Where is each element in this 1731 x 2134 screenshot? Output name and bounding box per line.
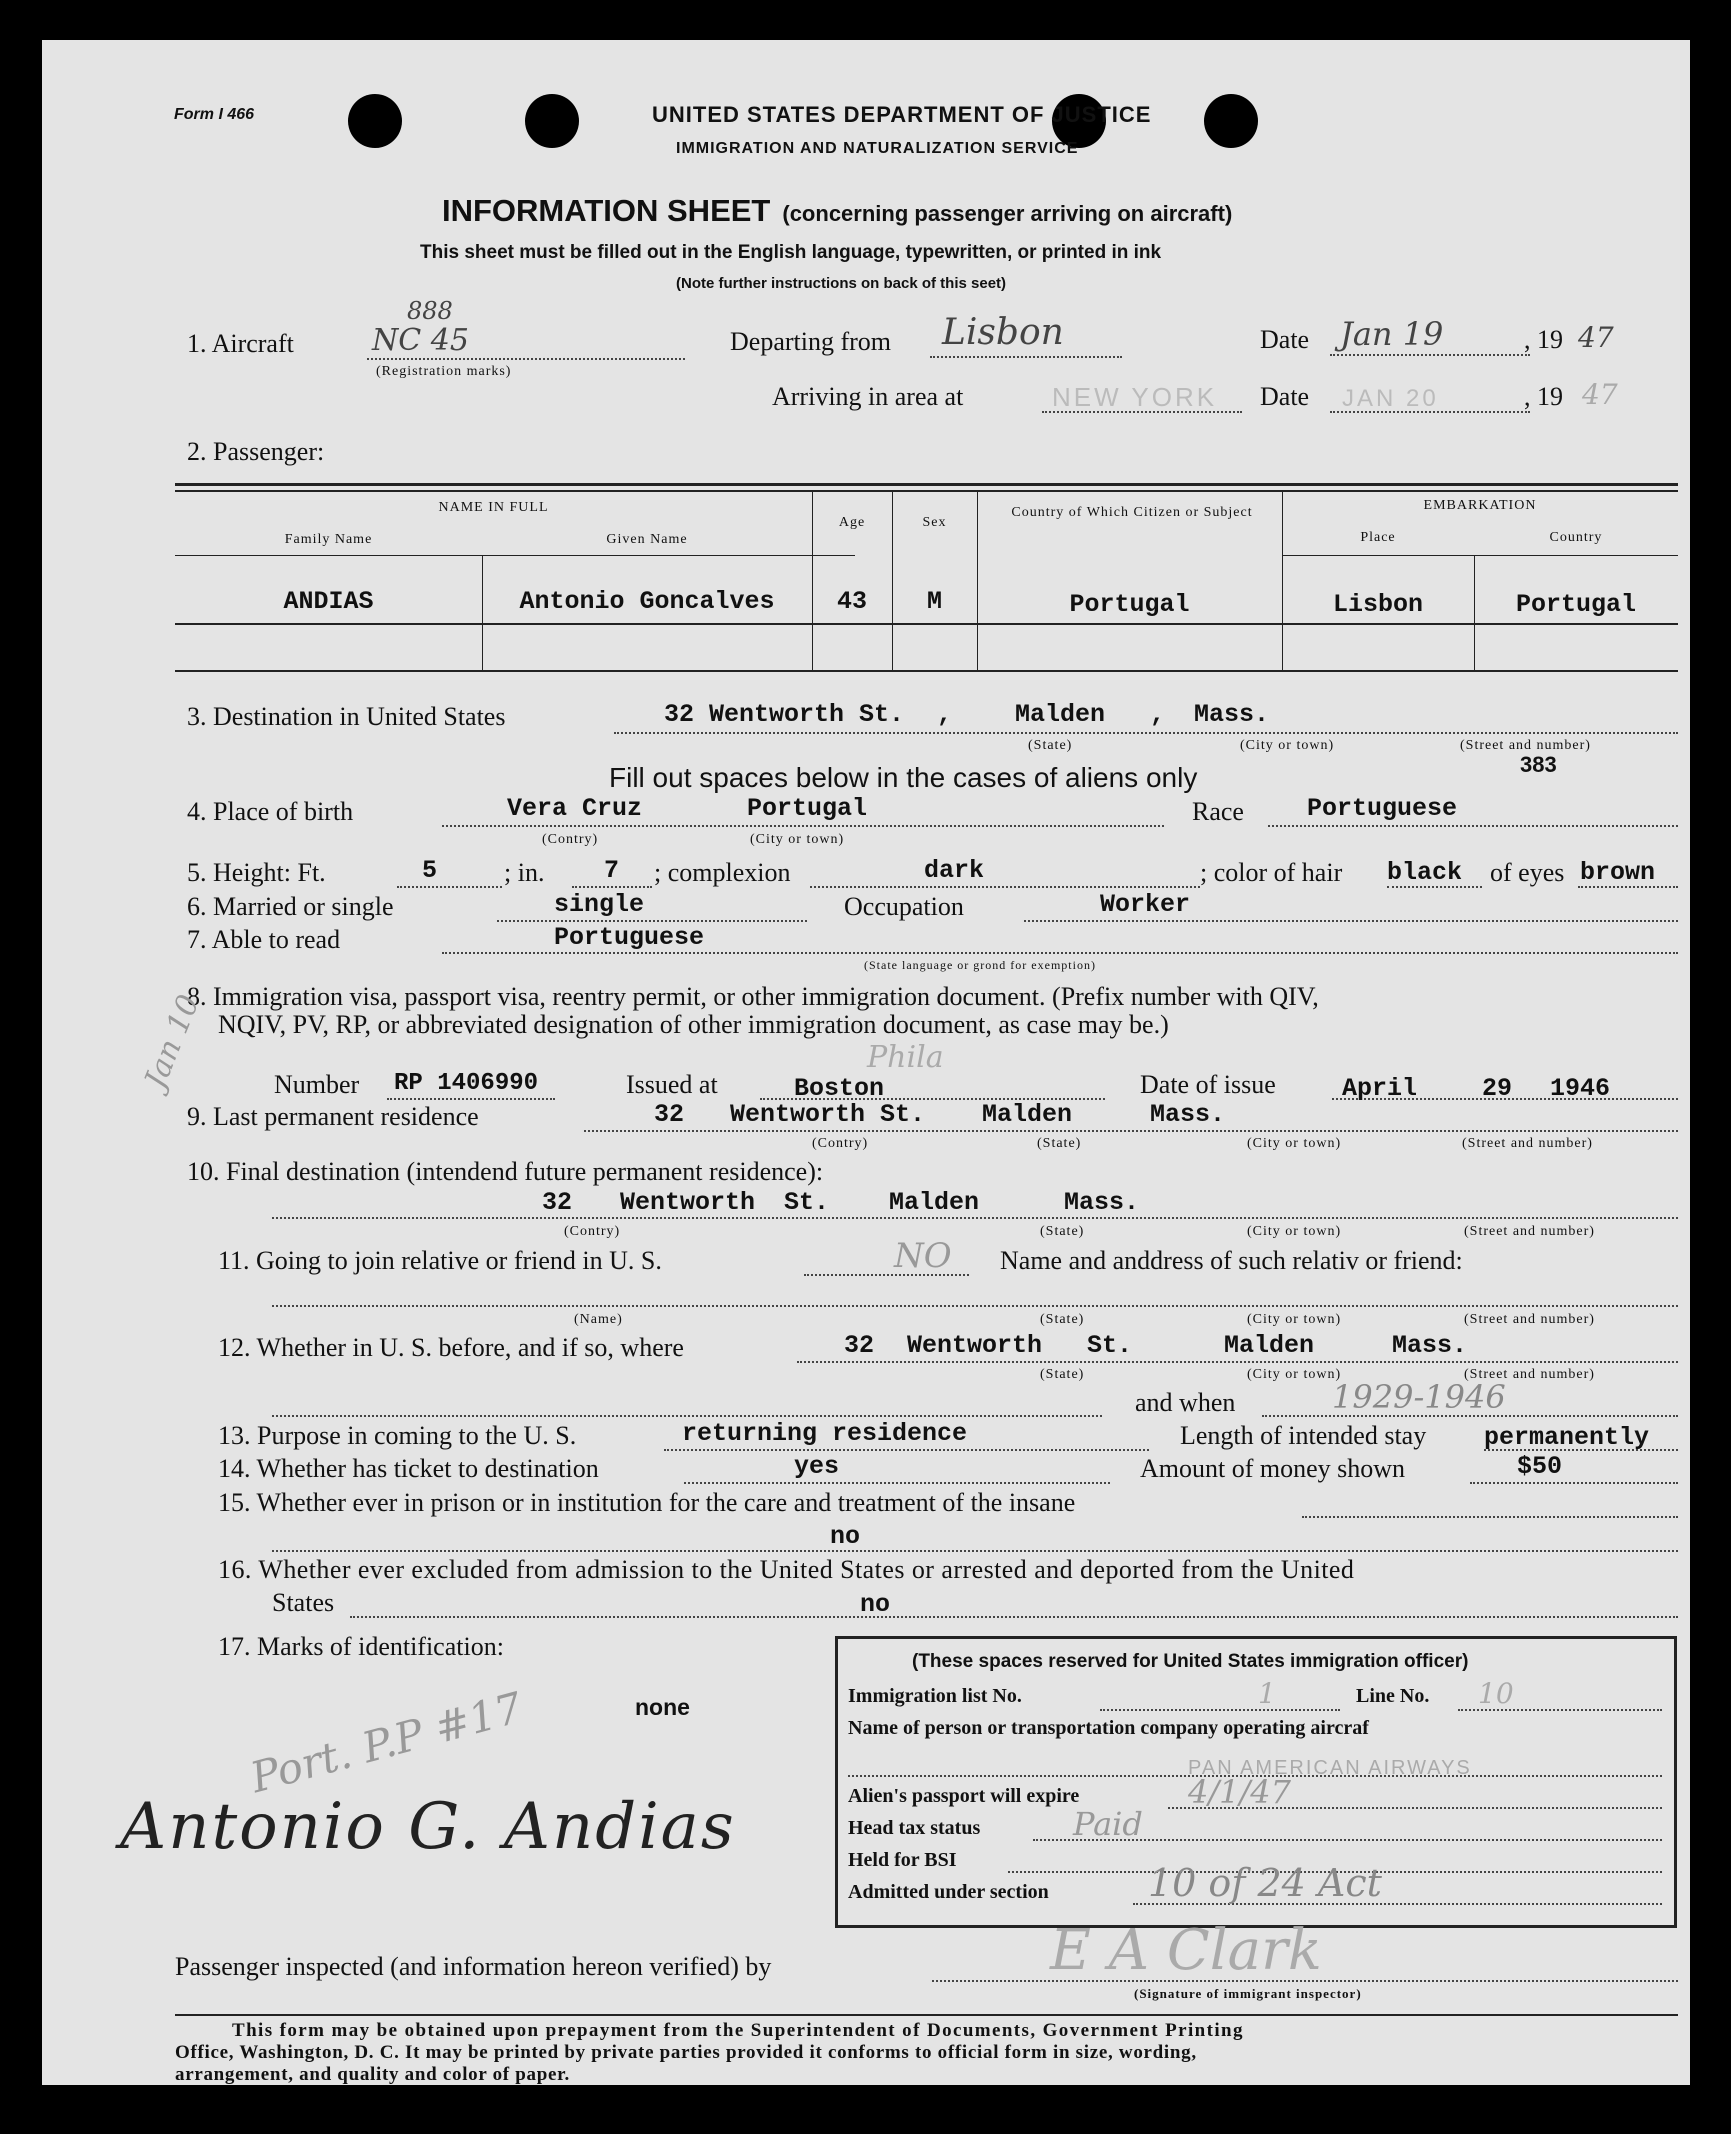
emb-place-cell: Lisbon bbox=[1332, 590, 1423, 619]
join-state-sublabel: (State) bbox=[1040, 1312, 1085, 1327]
name-in-full-header: NAME IN FULL bbox=[438, 500, 549, 515]
passenger-label: 2. Passenger: bbox=[187, 437, 325, 466]
ft-line bbox=[397, 886, 502, 888]
race-line bbox=[1268, 825, 1678, 827]
final-dest-label: 10. Final destination (intendend future permanent residence): bbox=[187, 1157, 824, 1186]
residence-street2: Wentworth St. bbox=[730, 1100, 926, 1129]
date-label: Date bbox=[1260, 325, 1310, 354]
aircraft-label: 1. Aircraft bbox=[187, 329, 294, 358]
arr-date-label: Date bbox=[1260, 382, 1310, 411]
stay-value: permanently bbox=[1484, 1423, 1650, 1452]
destination-sep: , bbox=[937, 700, 953, 729]
date-value: Jan 19 bbox=[1340, 315, 1444, 353]
citizenship-cell: Portugal bbox=[1069, 590, 1190, 619]
tax-value: Paid bbox=[1073, 1805, 1143, 1843]
birth-country-sublabel: (Contry) bbox=[542, 832, 599, 847]
purpose-line bbox=[664, 1449, 1149, 1451]
line-label: Line No. bbox=[1356, 1685, 1430, 1707]
visa-margin-note: Jan 10 bbox=[138, 990, 207, 1094]
final-dest-street: 32 bbox=[542, 1188, 573, 1217]
age-cell: 43 bbox=[836, 587, 867, 616]
given-name-cell: Antonio Goncalves bbox=[519, 587, 775, 616]
stay-label: Length of intended stay bbox=[1180, 1421, 1427, 1450]
tax-label: Head tax status bbox=[848, 1817, 981, 1839]
arr-date-value: JAN 20 bbox=[1342, 385, 1439, 412]
officer-box-title: (These spaces reserved for United States immigration officer) bbox=[912, 1651, 1469, 1672]
final-dest-line bbox=[272, 1217, 1678, 1219]
join-city-sublabel: (City or town) bbox=[1247, 1312, 1342, 1327]
aircraft-value: NC 45 bbox=[372, 323, 469, 358]
race-label: Race bbox=[1192, 797, 1244, 826]
eyes-value: brown bbox=[1580, 858, 1656, 887]
sex-cell: M bbox=[926, 587, 942, 616]
country-header: Country bbox=[1549, 530, 1603, 545]
residence-line bbox=[584, 1130, 1678, 1132]
list-value: 1 bbox=[1258, 1677, 1276, 1710]
destination-state: Mass. bbox=[1194, 700, 1270, 729]
res-street-sublabel: (Street and number) bbox=[1462, 1136, 1593, 1151]
registration-sublabel: (Registration marks) bbox=[376, 364, 512, 379]
height-label: 5. Height: Ft. bbox=[187, 858, 326, 887]
list-line bbox=[1100, 1709, 1340, 1711]
final-dest-city: Malden bbox=[889, 1188, 980, 1217]
eyes-label: of eyes bbox=[1490, 858, 1565, 887]
form-sheet bbox=[42, 40, 1690, 2085]
visa-date-month: April bbox=[1342, 1074, 1418, 1103]
departing-label: Departing from bbox=[730, 327, 892, 356]
read-label: 7. Able to read bbox=[187, 925, 341, 954]
fd-city-sublabel: (City or town) bbox=[1247, 1224, 1342, 1239]
birth-line bbox=[442, 825, 1164, 827]
before-city-sublabel: (City or town) bbox=[1247, 1367, 1342, 1382]
married-label: 6. Married or single bbox=[187, 892, 394, 921]
embarkation-header: EMBARKATION bbox=[1423, 498, 1537, 513]
fd-contry-sublabel: (Contry) bbox=[564, 1224, 621, 1239]
aircraft-value-alt: 888 bbox=[407, 297, 453, 325]
ticket-value: yes bbox=[794, 1452, 840, 1481]
title-main: INFORMATION SHEET bbox=[442, 193, 771, 228]
purpose-label: 13. Purpose in coming to the U. S. bbox=[218, 1421, 577, 1450]
footer-line3: arrangement, and quality and color of paper. bbox=[175, 2064, 570, 2085]
married-value: single bbox=[554, 890, 645, 919]
line-value: 10 bbox=[1478, 1677, 1514, 1710]
bsi-label: Held for BSI bbox=[848, 1849, 957, 1871]
state-sublabel: (State) bbox=[1028, 738, 1073, 753]
visa-date-year: 1946 bbox=[1550, 1074, 1611, 1103]
arr-year: 47 bbox=[1582, 378, 1618, 411]
race-value: Portuguese bbox=[1307, 794, 1458, 823]
footer-rule bbox=[175, 2014, 1678, 2016]
birth-country: Portugal bbox=[747, 794, 868, 823]
marks-label: 17. Marks of identification: bbox=[218, 1632, 504, 1661]
excluded-line1: 16. Whether ever excluded from admission to the United States or arrested and deported from the United bbox=[218, 1555, 1355, 1584]
birth-label: 4. Place of birth bbox=[187, 797, 354, 826]
age-header: Age bbox=[838, 515, 866, 530]
marks-value: none bbox=[635, 1694, 690, 1720]
aircraft-line bbox=[367, 358, 685, 360]
birth-city: Vera Cruz bbox=[507, 794, 643, 823]
before-state: Mass. bbox=[1392, 1331, 1468, 1360]
join-name-label: Name and anddress of such relativ or friend: bbox=[1000, 1246, 1463, 1275]
read-line bbox=[442, 952, 1678, 954]
visa-date-day: 29 bbox=[1482, 1074, 1513, 1103]
admitted-value: 10 of 24 Act bbox=[1148, 1861, 1382, 1905]
prison-line bbox=[1302, 1516, 1678, 1518]
join-name-line bbox=[272, 1305, 1678, 1307]
hair-value: black bbox=[1387, 858, 1463, 887]
admitted-label: Admitted under section bbox=[848, 1881, 1049, 1903]
before-city: Malden bbox=[1224, 1331, 1315, 1360]
passport-value: 4/1/47 bbox=[1188, 1773, 1291, 1811]
before-line bbox=[797, 1361, 1678, 1363]
money-label: Amount of money shown bbox=[1140, 1454, 1406, 1483]
before-street-sublabel: (Street and number) bbox=[1464, 1367, 1595, 1382]
complexion-value: dark bbox=[924, 856, 985, 885]
place-header: Place bbox=[1360, 530, 1396, 545]
before-line-2 bbox=[272, 1415, 1102, 1417]
residence-city: Malden bbox=[982, 1100, 1073, 1129]
officer-box bbox=[835, 1636, 1677, 1928]
visa-issued-hand: Phila bbox=[867, 1040, 944, 1075]
street-sublabel: (Street and number) bbox=[1460, 738, 1591, 753]
given-name-header: Given Name bbox=[606, 532, 688, 547]
money-value: $50 bbox=[1517, 1452, 1563, 1481]
city-sublabel: (City or town) bbox=[1240, 738, 1335, 753]
visa-number-label: Number bbox=[274, 1070, 360, 1099]
departing-line bbox=[930, 356, 1122, 358]
height-in: 7 bbox=[604, 856, 620, 885]
excluded-value: no bbox=[860, 1590, 891, 1619]
date-line bbox=[1330, 354, 1530, 356]
money-line bbox=[1470, 1482, 1678, 1484]
read-value: Portuguese bbox=[554, 923, 705, 952]
department-title: UNITED STATES DEPARTMENT OF JUSTICE bbox=[652, 102, 1152, 127]
departing-value: Lisbon bbox=[942, 312, 1064, 353]
occupation-line bbox=[1024, 920, 1678, 922]
complexion-line bbox=[810, 886, 1200, 888]
destination-city: Malden bbox=[1015, 700, 1106, 729]
visa-number: RP 1406990 bbox=[394, 1070, 539, 1097]
married-line bbox=[497, 920, 807, 922]
marks-hand-note: Port. P.P #17 bbox=[245, 1682, 528, 1803]
excluded-line2: States bbox=[272, 1588, 335, 1617]
visa-line2: NQIV, PV, RP, or abbreviated designation of other immigration document, as case may be.) bbox=[218, 1010, 1169, 1039]
destination-annotation: 383 bbox=[1520, 752, 1557, 777]
join-street-sublabel: (Street and number) bbox=[1464, 1312, 1595, 1327]
res-city-sublabel: (City or town) bbox=[1247, 1136, 1342, 1151]
date-year: 47 bbox=[1578, 321, 1614, 354]
read-sublabel: (State language or grond for exemption) bbox=[864, 958, 1096, 972]
instruction-text: This sheet must be filled out in the English language, typewritten, or printed in ink bbox=[420, 242, 1162, 263]
occupation-value: Worker bbox=[1100, 890, 1191, 919]
footer-line1: This form may be obtained upon prepayment from the Superintendent of Documents, Government Printing bbox=[232, 2020, 1244, 2041]
final-dest-street2: Wentworth bbox=[620, 1188, 756, 1217]
passport-label: Alien's passport will expire bbox=[848, 1785, 1080, 1807]
ticket-line bbox=[684, 1482, 1110, 1484]
occupation-label: Occupation bbox=[844, 892, 964, 921]
res-state-sublabel: (State) bbox=[1037, 1136, 1082, 1151]
when-value: 1929-1946 bbox=[1332, 1378, 1506, 1416]
before-street: 32 bbox=[844, 1331, 875, 1360]
when-label: and when bbox=[1135, 1388, 1236, 1417]
footer-line2: Office, Washington, D. C. It may be printed by private parties provided it conforms to official form in size, wording, bbox=[175, 2042, 1197, 2063]
hair-label: ; color of hair bbox=[1200, 858, 1343, 887]
height-in-label: ; in. bbox=[504, 858, 545, 887]
visa-number-line bbox=[387, 1098, 555, 1100]
join-value: NO bbox=[894, 1236, 952, 1276]
visa-issued-label: Issued at bbox=[626, 1070, 718, 1099]
birth-city-sublabel: (City or town) bbox=[750, 832, 845, 847]
visa-date-label: Date of issue bbox=[1140, 1070, 1276, 1099]
family-name-cell: ANDIAS bbox=[283, 587, 374, 616]
height-ft: 5 bbox=[422, 856, 438, 885]
before-label: 12. Whether in U. S. before, and if so, where bbox=[218, 1333, 684, 1362]
join-label: 11. Going to join relative or friend in U. S. bbox=[218, 1246, 662, 1275]
before-state-sublabel: (State) bbox=[1040, 1367, 1085, 1382]
visa-issued: Boston bbox=[794, 1074, 885, 1103]
company-label: Name of person or transportation company operating aircraf bbox=[848, 1717, 1369, 1739]
title-sub: (concerning passenger arriving on aircraft) bbox=[782, 201, 1233, 226]
arr-year-prefix: , 19 bbox=[1524, 382, 1563, 411]
destination-line bbox=[614, 732, 1678, 734]
fd-street-sublabel: (Street and number) bbox=[1464, 1224, 1595, 1239]
res-contry-sublabel: (Contry) bbox=[812, 1136, 869, 1151]
residence-street: 32 bbox=[654, 1100, 685, 1129]
final-dest-street3: St. bbox=[784, 1188, 830, 1217]
visa-line1: 8. Immigration visa, passport visa, reentry permit, or other immigration document. (Prefix number with QIV, bbox=[187, 982, 1319, 1011]
fd-state-sublabel: (State) bbox=[1040, 1224, 1085, 1239]
residence-state: Mass. bbox=[1150, 1100, 1226, 1129]
destination-label: 3. Destination in United States bbox=[187, 702, 506, 731]
service-title: IMMIGRATION AND NATURALIZATION SERVICE bbox=[676, 140, 1079, 157]
emb-country-cell: Portugal bbox=[1515, 590, 1637, 619]
residence-label: 9. Last permanent residence bbox=[187, 1102, 479, 1131]
inspector-signature: E A Clark bbox=[1050, 1918, 1322, 1983]
ticket-label: 14. Whether has ticket to destination bbox=[218, 1454, 599, 1483]
prison-label: 15. Whether ever in prison or in institution for the care and treatment of the insane bbox=[218, 1488, 1076, 1517]
destination-street: 32 Wentworth St. bbox=[664, 700, 905, 729]
prison-value: no bbox=[830, 1522, 861, 1551]
sex-header: Sex bbox=[922, 515, 947, 530]
prison-line-2 bbox=[272, 1550, 1678, 1552]
punch-hole bbox=[525, 94, 579, 148]
punch-hole bbox=[348, 94, 402, 148]
before-street2: Wentworth bbox=[907, 1331, 1043, 1360]
arriving-label: Arriving in area at bbox=[772, 382, 964, 411]
before-street3: St. bbox=[1087, 1331, 1133, 1360]
join-name-sublabel: (Name) bbox=[574, 1312, 623, 1327]
purpose-value: returning residence bbox=[682, 1419, 968, 1448]
citizenship-header: Country of Which Citizen or Subject bbox=[1011, 505, 1253, 520]
inspector-sublabel: (Signature of immigrant inspector) bbox=[1134, 1986, 1362, 2001]
inspected-label: Passenger inspected (and information hereon verified) by bbox=[175, 1952, 772, 1981]
in-line bbox=[572, 886, 652, 888]
company-value: PAN AMERICAN AIRWAYS bbox=[1188, 1757, 1472, 1779]
destination-sep-2: , bbox=[1150, 700, 1166, 729]
excluded-line bbox=[350, 1616, 1678, 1618]
note-text: (Note further instructions on back of this seet) bbox=[676, 275, 1007, 292]
punch-hole bbox=[1204, 94, 1258, 148]
final-dest-state: Mass. bbox=[1064, 1188, 1140, 1217]
arriving-value: NEW YORK bbox=[1052, 382, 1218, 412]
date-year-prefix: , 19 bbox=[1524, 325, 1563, 354]
complexion-label: ; complexion bbox=[654, 858, 791, 887]
page-title bbox=[442, 193, 1232, 229]
aliens-only-heading: Fill out spaces below in the cases of aliens only bbox=[609, 762, 1198, 793]
list-label: Immigration list No. bbox=[848, 1685, 1022, 1707]
passenger-signature: Antonio G. Andias bbox=[120, 1790, 736, 1864]
form-number: Form I 466 bbox=[174, 106, 255, 123]
family-name-header: Family Name bbox=[284, 532, 373, 547]
